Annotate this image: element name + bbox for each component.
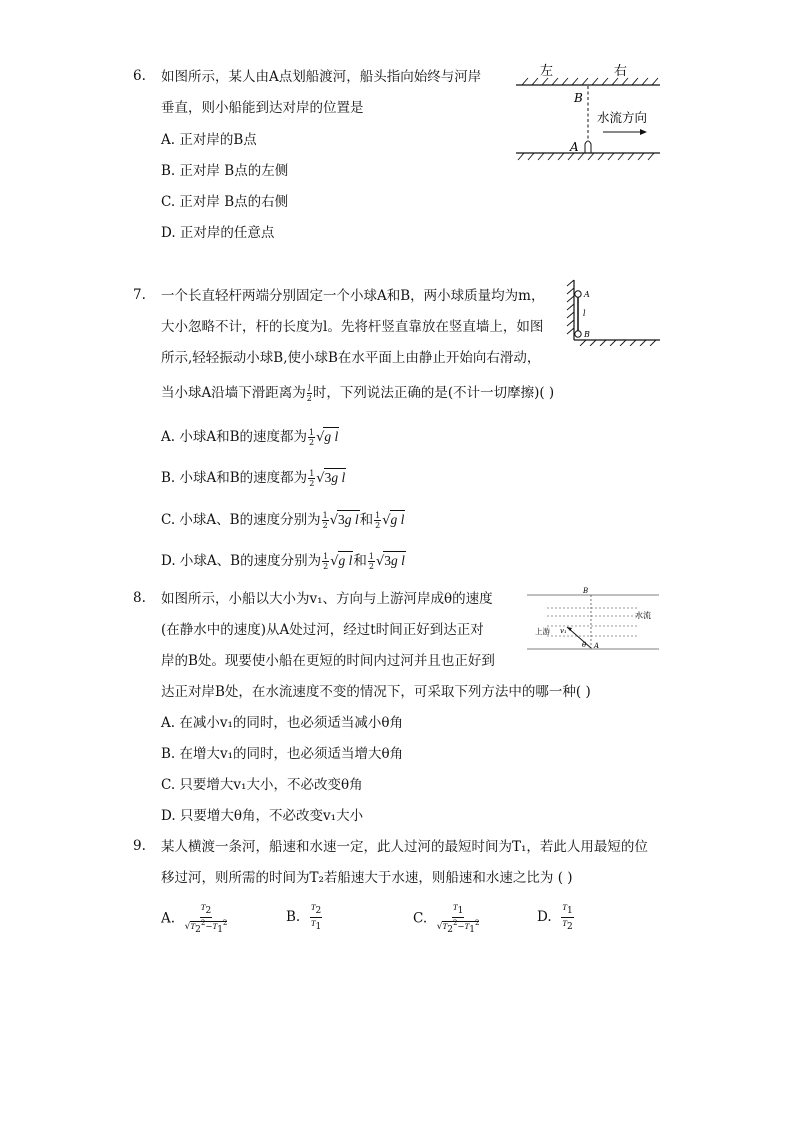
- q8-number: 8.: [133, 590, 146, 606]
- q7-option-c-text: C. 小球A、B的速度分别为: [161, 512, 321, 528]
- q6-stem-line1: 如图所示，某人由A点划船渡河，船头指向始终与河岸: [161, 69, 482, 85]
- q9-stem-line2: 移过河，则所需的时间为T₂若船速大于水速，则船速和水速之比为 ( ): [161, 870, 573, 886]
- q9-option-d: [537, 902, 575, 933]
- q7-option-a-text: A. 小球A和B的速度都为: [161, 429, 308, 445]
- q9-option-c: [413, 902, 480, 936]
- q6-stem-line2: 垂直，则小船能到达对岸的位置是: [161, 100, 364, 116]
- q9-option-a-label: A.: [161, 910, 176, 927]
- q9-number: 9.: [133, 838, 146, 854]
- q9-option-c-label: C.: [413, 910, 428, 927]
- q7-rod-label: l: [583, 309, 586, 318]
- q7-option-d: [161, 551, 406, 571]
- q7-number: 7.: [133, 287, 146, 303]
- q7-option-c: [161, 510, 405, 530]
- q6-option-c: C. 正对岸 B点的右侧: [161, 194, 289, 210]
- q7-stem-line3: 所示,轻轻振动小球B,使小球B在水平面上由静止开始向右滑动，: [161, 350, 541, 366]
- q8-option-d: D. 只要增大θ角，不必改变v₁大小: [161, 808, 364, 824]
- q8-point-b: B: [583, 587, 589, 595]
- q8-stem-line1: 如图所示，小船以大小为v₁、方向与上游河岸成θ的速度: [161, 591, 493, 607]
- q7-option-d-text: D. 小球A、B的速度分别为: [161, 553, 322, 569]
- q8-angle-label: θ: [582, 641, 587, 649]
- q6-option-b: B. 正对岸 B点的左侧: [161, 163, 289, 179]
- q7-option-b-math: $\frac{1}{2}$ √3g l: [309, 469, 346, 488]
- q7-stem-line4: [161, 384, 554, 403]
- q9-option-d-label: D.: [537, 909, 552, 925]
- q6-number: 6.: [133, 68, 146, 84]
- q7-option-d-math: $\frac{1}{2}$ √g l和 $\frac{1}{2}$ √3g l: [323, 552, 405, 571]
- q7-option-a: [161, 427, 339, 447]
- q6-option-d: D. 正对岸的任意点: [161, 225, 275, 241]
- q8-river-figure: [527, 585, 659, 655]
- q7-stem-line2: 大小忽略不计，杆的长度为l。先将杆竖直靠放在竖直墙上，如图: [161, 319, 544, 335]
- q7-option-a-math: $\frac{1}{2}$ √g l: [309, 428, 339, 447]
- q9-option-a: [161, 902, 228, 936]
- q6-option-a: A. 正对岸的B点: [161, 132, 257, 148]
- q6-label-right: 右: [614, 64, 628, 79]
- q8-stem-line4: 达正对岸B处，在水流速度不变的情况下，可采取下列方法中的哪一种( ): [161, 684, 591, 700]
- q7-point-a: A: [584, 290, 590, 299]
- q9-option-d-math: $\frac{T_1}{T_2}$: [562, 902, 573, 932]
- q7-stem-line4-post: 时，下列说法正确的是(不计一切摩擦)( ): [312, 385, 555, 401]
- q7-stem-fraction: [307, 384, 312, 403]
- q7-stem-line1: 一个长直轻杆两端分别固定一个小球A和B，两小球质量均为m，: [161, 288, 545, 304]
- q8-option-c: C. 只要增大v₁大小，不必改变θ角: [161, 777, 363, 793]
- q9-option-b-math: $\frac{T_2}{T_1}$: [310, 902, 322, 932]
- q6-river-figure: [510, 58, 665, 168]
- q6-flow-label: 水流方向: [597, 110, 648, 125]
- q9-stem-line1: 某人横渡一条河，船速和水速一定，此人过河的最短时间为T₁，若此人用最短的位: [161, 839, 648, 855]
- q8-point-a: A: [594, 642, 600, 650]
- q8-velocity-label: v₁: [560, 627, 567, 635]
- q6-label-left: 左: [540, 64, 554, 79]
- q6-point-b: B: [574, 91, 583, 105]
- q8-stem-line2: (在静水中的速度)从A处过河，经过t时间正好到达正对: [161, 622, 484, 638]
- q8-option-b: B. 在增大v₁的同时，也必须适当增大θ角: [161, 746, 404, 762]
- q7-point-b: B: [584, 330, 590, 339]
- q8-upstream-label: 上游: [535, 627, 550, 636]
- q7-stem-frac-num: l: [308, 384, 311, 393]
- q9-option-a-math: $\frac{T_2}{√T_2^2-T_1^2}$: [184, 902, 228, 935]
- q6-point-a: A: [570, 140, 579, 154]
- q7-stem-frac-den: 2: [306, 394, 312, 403]
- q8-flow-label: 水流: [635, 611, 651, 620]
- q9-option-b: [286, 902, 323, 933]
- q7-stem-line4-pre: 当小球A沿墙下滑距离为: [161, 385, 306, 401]
- q9-option-c-math: $\frac{T_1}{√T_2^2-T_1^2}$: [436, 902, 480, 935]
- q8-option-a: A. 在减小v₁的同时，也必须适当减小θ角: [161, 715, 403, 731]
- q7-option-c-math: $\frac{1}{2}$ √3g l和 $\frac{1}{2}$ √g l: [322, 511, 405, 530]
- q8-stem-line3: 岸的B处。现要使小船在更短的时间内过河并且也正好到: [161, 653, 495, 669]
- q9-option-b-label: B.: [286, 909, 301, 925]
- q7-option-b-text: B. 小球A和B的速度都为: [161, 470, 308, 486]
- q7-option-b: [161, 468, 346, 488]
- q7-rod-figure: [562, 276, 662, 346]
